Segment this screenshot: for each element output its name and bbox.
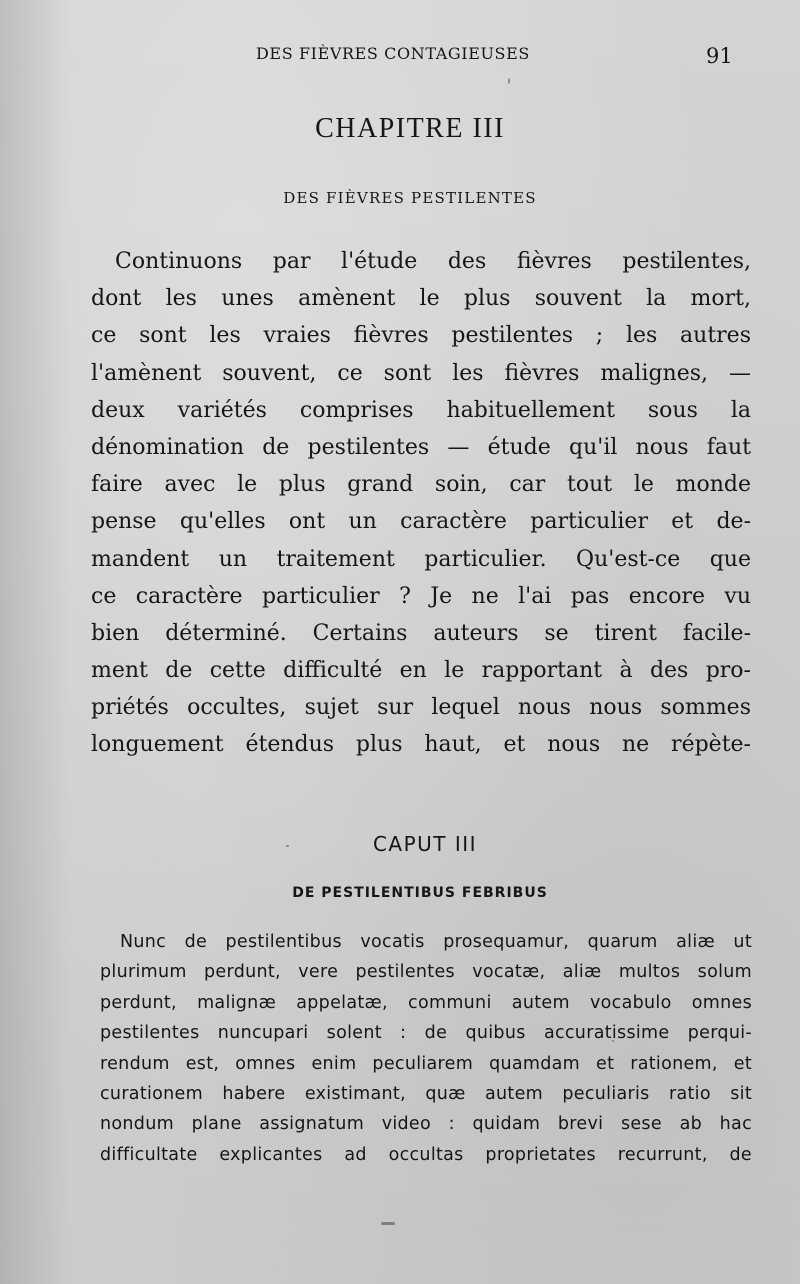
- french-line: ce caractère particulier ? Je ne l'ai pas encore vu: [91, 583, 751, 609]
- french-chapter-heading: CHAPITRE III: [315, 113, 505, 144]
- french-line: mandent un traitement particulier. Qu'est-ce que: [91, 546, 751, 572]
- french-line: dénomination de pestilentes — étude qu'il nous faut: [91, 434, 751, 460]
- latin-chapter-title: DE PESTILENTIBUS FEBRIBUS: [292, 885, 548, 901]
- french-line: Continuons par l'étude des fièvres pestilentes,: [115, 249, 751, 274]
- french-line: bien déterminé. Certains auteurs se tirent facile-: [91, 620, 751, 646]
- latin-line: Nunc de pestilentibus vocatis prosequamur, quarum aliæ ut: [120, 932, 752, 952]
- french-line: l'amènent souvent, ce sont les fièvres malignes, —: [91, 360, 751, 386]
- french-chapter-title: DES FIÈVRES PESTILENTES: [283, 189, 537, 207]
- latin-line: nondum plane assignatum video : quidam brevi sese ab hac: [100, 1114, 752, 1135]
- french-line: longuement étendus plus haut, et nous ne répète-: [91, 732, 751, 758]
- french-line: ment de cette difficulté en le rapportant à des pro-: [91, 658, 751, 684]
- latin-chapter-heading: CAPUT III: [372, 832, 478, 856]
- french-line: faire avec le plus grand soin, car tout le monde: [91, 472, 751, 498]
- french-line: priétés occultes, sujet sur lequel nous nous sommes: [91, 695, 751, 721]
- french-line: pense qu'elles ont un caractère particulier et de-: [91, 509, 751, 535]
- running-head: DES FIÈVRES CONTAGIEUSES: [256, 44, 530, 63]
- page-number: 91: [706, 44, 733, 68]
- latin-line: plurimum perdunt, vere pestilentes vocatæ, aliæ multos solum: [100, 962, 752, 983]
- latin-line: difficultate explicantes ad occultas proprietates recurrunt, de: [100, 1144, 752, 1165]
- french-line: ce sont les vraies fièvres pestilentes ; les autres: [91, 323, 751, 349]
- latin-line: curationem habere existimant, quæ autem peculiaris ratio sit: [100, 1083, 752, 1104]
- french-line: deux variétés comprises habituellement sous la: [91, 397, 751, 423]
- latin-line: pestilentes nuncupari solent : de quibus accuratissime perqui-: [100, 1023, 752, 1044]
- latin-paragraph: [100, 927, 752, 1170]
- latin-line: perdunt, malignæ appelatæ, communi autem vocabulo omnes: [100, 992, 752, 1013]
- french-paragraph: [91, 243, 751, 764]
- french-line: dont les unes amènent le plus souvent la mort,: [91, 286, 751, 312]
- latin-line: rendum est, omnes enim peculiarem quamdam et rationem, et: [100, 1053, 752, 1074]
